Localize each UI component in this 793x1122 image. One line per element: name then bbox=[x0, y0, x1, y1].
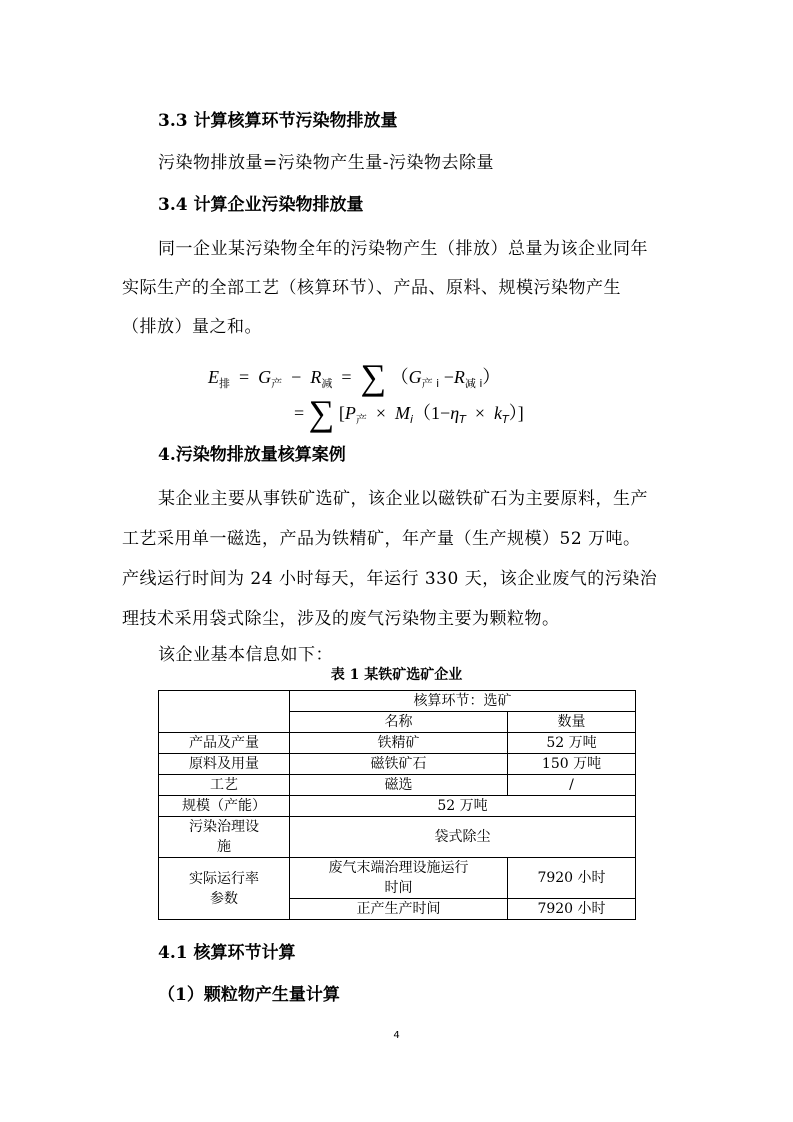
section-4-heading: 4.污染物排放量核算案例 bbox=[158, 445, 346, 465]
table-corner-cell bbox=[159, 691, 290, 733]
table-row bbox=[159, 733, 636, 754]
section-3-3-heading: 3.3 计算核算环节污染物排放量 bbox=[158, 111, 398, 131]
table-row bbox=[159, 858, 636, 899]
column-header-qty: 数量 bbox=[508, 712, 636, 733]
equation-line-1: $E_排 = G_产 - R_减$ = ∑ （$G_产$ $_i -R_减$ $_i$） bbox=[208, 357, 501, 397]
cell-name: 铁精矿 bbox=[290, 733, 508, 754]
table-row bbox=[159, 691, 636, 712]
table-intro-text: 该企业基本信息如下： bbox=[158, 645, 333, 665]
section-3-4-heading: 3.4 计算企业污染物排放量 bbox=[158, 195, 364, 215]
section-4-para-line: 产线运行时间为 24 小时每天，年运行 330 天，该企业废气的污染治 bbox=[122, 569, 658, 589]
row-label: 实际运行率 参数 bbox=[159, 858, 290, 920]
section-3-4-para-line: 同一企业某污染物全年的污染物产生（排放）总量为该企业同年 bbox=[158, 239, 648, 259]
column-header-name: 名称 bbox=[290, 712, 508, 733]
cell-qty: 7920 小时 bbox=[508, 899, 636, 920]
section-4-para-line: 理技术采用袋式除尘，涉及的废气污染物主要为颗粒物。 bbox=[122, 609, 560, 629]
table-row bbox=[159, 817, 636, 858]
sum-symbol: ∑ bbox=[360, 357, 387, 397]
equation-line-2: = ∑ $[P_产 \times M_i(1-\eta_T \times k_T)]$ bbox=[294, 393, 524, 433]
cell-name: 磁铁矿石 bbox=[290, 754, 508, 775]
section-3-4-para-line: 实际生产的全部工艺（核算环节）、产品、原料、规模污染物产生 bbox=[122, 278, 621, 298]
row-label: 规模（产能） bbox=[159, 796, 290, 817]
cell-name: 废气末端治理设施运行 时间 bbox=[290, 858, 508, 899]
section-4-para-line: 某企业主要从事铁矿选矿，该企业以磁铁矿石为主要原料，生产 bbox=[158, 489, 648, 509]
table-row bbox=[159, 754, 636, 775]
section-3-4-para-line: （排放）量之和。 bbox=[122, 317, 262, 337]
row-label: 原料及用量 bbox=[159, 754, 290, 775]
cell-qty: 7920 小时 bbox=[508, 858, 636, 899]
cell-name: 磁选 bbox=[290, 775, 508, 796]
table-row bbox=[159, 796, 636, 817]
section-4-para-line: 工艺采用单一磁选，产品为铁精矿，年产量（生产规模）52 万吨。 bbox=[122, 529, 641, 549]
page-number: 4 bbox=[393, 1030, 400, 1041]
enterprise-info-table bbox=[158, 690, 636, 920]
cell-qty: 150 万吨 bbox=[508, 754, 636, 775]
section-4-1-subheading: （1）颗粒物产生量计算 bbox=[158, 985, 340, 1005]
table-caption: 表 1 某铁矿选矿企业 bbox=[330, 667, 463, 683]
cell-facility-value: 袋式除尘 bbox=[290, 817, 636, 858]
section-3-3-formula-text: 污染物排放量=污染物产生量-污染物去除量 bbox=[158, 153, 494, 173]
cell-name: 正产生产时间 bbox=[290, 899, 508, 920]
table-row bbox=[159, 775, 636, 796]
sum-symbol: ∑ bbox=[308, 393, 335, 433]
row-label: 工艺 bbox=[159, 775, 290, 796]
section-4-1-heading: 4.1 核算环节计算 bbox=[158, 943, 296, 963]
cell-qty: / bbox=[508, 775, 636, 796]
row-label: 污染治理设 施 bbox=[159, 817, 290, 858]
stage-header-cell: 核算环节：选矿 bbox=[290, 691, 636, 712]
row-label: 产品及产量 bbox=[159, 733, 290, 754]
cell-qty: 52 万吨 bbox=[508, 733, 636, 754]
cell-scale-value: 52 万吨 bbox=[290, 796, 636, 817]
